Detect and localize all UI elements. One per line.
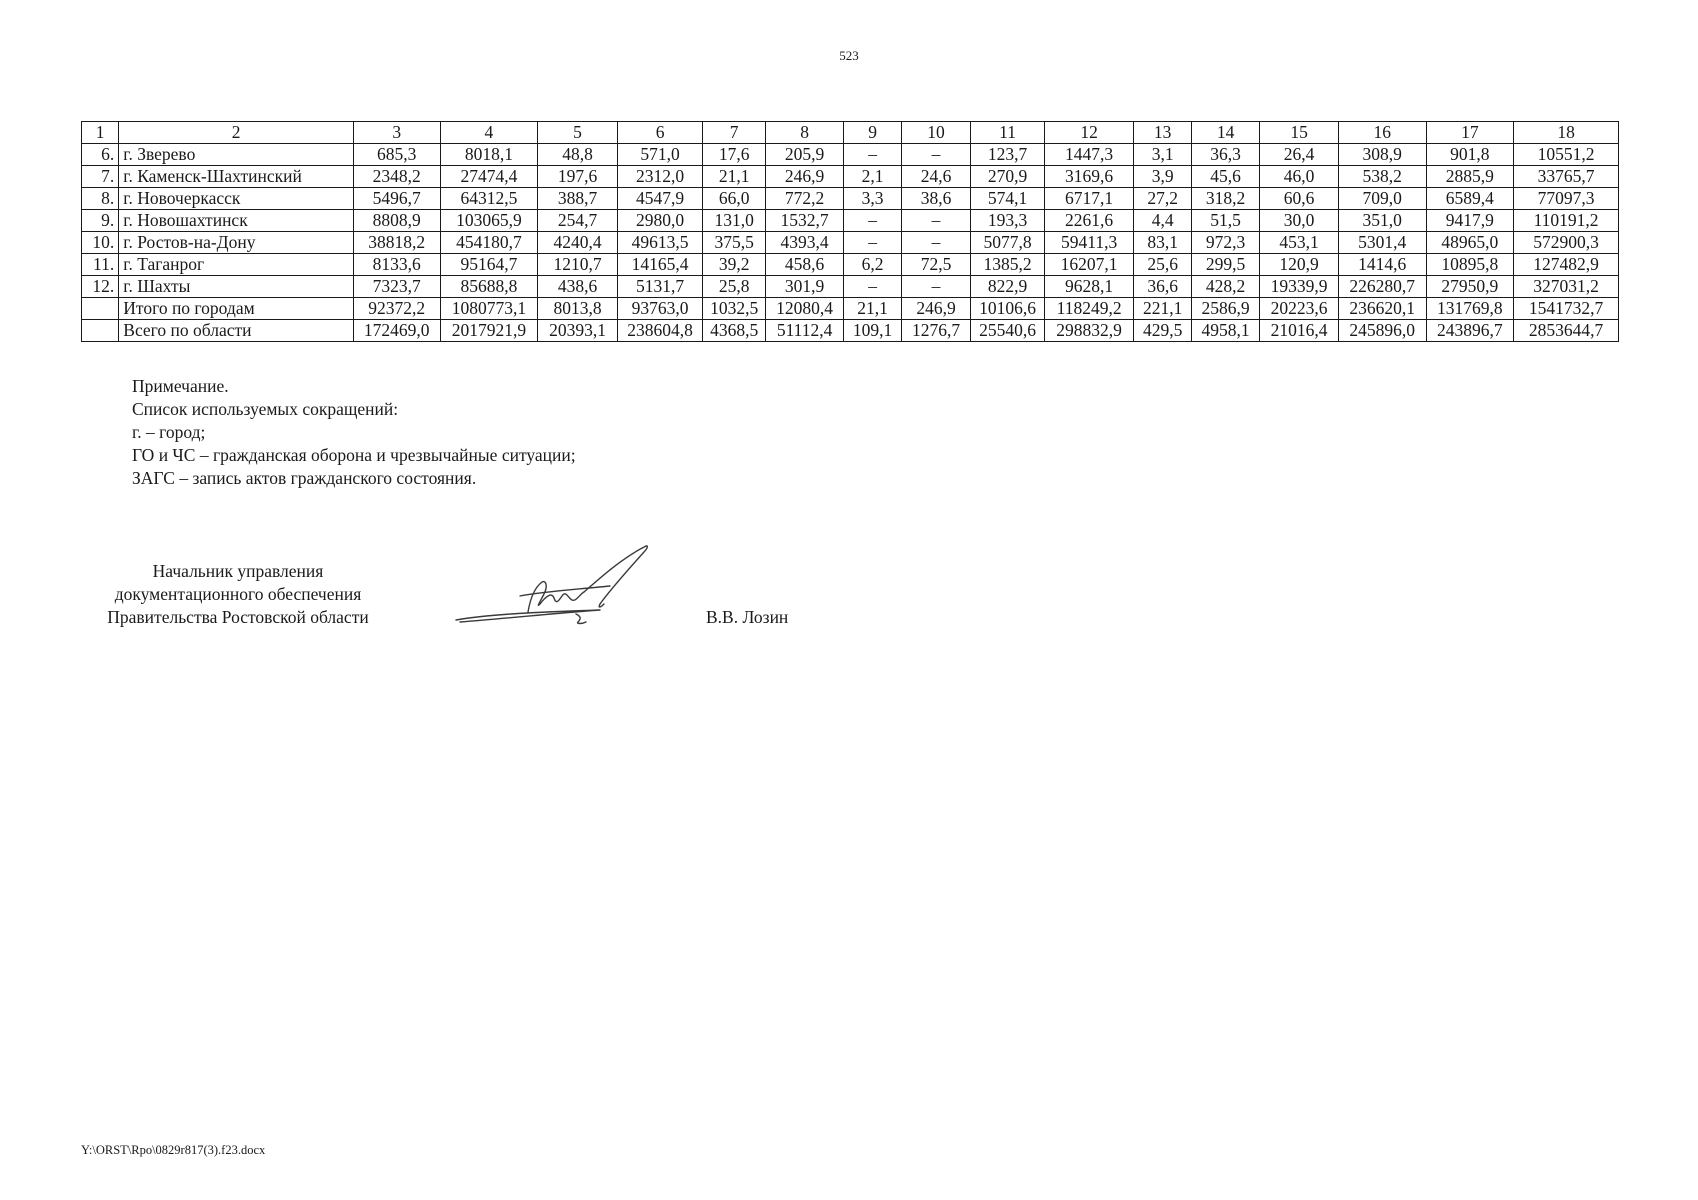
value-cell: 46,0 xyxy=(1260,166,1339,188)
value-cell: 25,8 xyxy=(703,276,765,298)
column-header: 12 xyxy=(1044,122,1134,144)
table-header-row xyxy=(82,122,1619,144)
city-name-cell: г. Зверево xyxy=(119,144,354,166)
value-cell: 10895,8 xyxy=(1426,254,1514,276)
value-cell: 26,4 xyxy=(1260,144,1339,166)
value-cell: 388,7 xyxy=(538,188,618,210)
value-cell: – xyxy=(901,210,970,232)
value-cell: 25,6 xyxy=(1134,254,1191,276)
notes-subtitle: Список используемых сокращений: xyxy=(132,399,399,419)
value-cell: 127482,9 xyxy=(1514,254,1619,276)
value-cell: 4240,4 xyxy=(538,232,618,254)
column-header: 10 xyxy=(901,122,970,144)
value-cell: 4547,9 xyxy=(617,188,703,210)
value-cell: – xyxy=(844,144,901,166)
value-cell: 12080,4 xyxy=(765,298,844,320)
city-name-cell: г. Новошахтинск xyxy=(119,210,354,232)
value-cell: 572900,3 xyxy=(1514,232,1619,254)
value-cell: 21,1 xyxy=(703,166,765,188)
row-number-cell: 12. xyxy=(82,276,119,298)
value-cell: 2312,0 xyxy=(617,166,703,188)
value-cell: 2261,6 xyxy=(1044,210,1134,232)
value-cell: 21016,4 xyxy=(1260,320,1339,342)
value-cell: 38,6 xyxy=(901,188,970,210)
value-cell: 574,1 xyxy=(971,188,1045,210)
city-name-cell: г. Шахты xyxy=(119,276,354,298)
value-cell: 4368,5 xyxy=(703,320,765,342)
column-header: 17 xyxy=(1426,122,1514,144)
value-cell: 375,5 xyxy=(703,232,765,254)
value-cell: – xyxy=(844,232,901,254)
value-cell: 972,3 xyxy=(1191,232,1259,254)
city-name-cell: г. Каменск-Шахтинский xyxy=(119,166,354,188)
value-cell: 6,2 xyxy=(844,254,901,276)
data-table xyxy=(81,121,1619,342)
value-cell: 64312,5 xyxy=(440,188,538,210)
value-cell: 254,7 xyxy=(538,210,618,232)
signer-position-line: документационного обеспечения xyxy=(114,584,362,604)
value-cell: 10106,6 xyxy=(971,298,1045,320)
value-cell: 2885,9 xyxy=(1426,166,1514,188)
value-cell: 298832,9 xyxy=(1044,320,1134,342)
value-cell: 131769,8 xyxy=(1426,298,1514,320)
value-cell: 2853644,7 xyxy=(1514,320,1619,342)
value-cell: 60,6 xyxy=(1260,188,1339,210)
value-cell: 24,6 xyxy=(901,166,970,188)
column-header: 8 xyxy=(765,122,844,144)
value-cell: 2017921,9 xyxy=(440,320,538,342)
value-cell: 103065,9 xyxy=(440,210,538,232)
value-cell: 51112,4 xyxy=(765,320,844,342)
value-cell: 172469,0 xyxy=(353,320,440,342)
value-cell: 2980,0 xyxy=(617,210,703,232)
value-cell: 93763,0 xyxy=(617,298,703,320)
value-cell: 77097,3 xyxy=(1514,188,1619,210)
table-row xyxy=(82,188,1619,210)
value-cell: 246,9 xyxy=(765,166,844,188)
value-cell: 709,0 xyxy=(1338,188,1426,210)
value-cell: 3169,6 xyxy=(1044,166,1134,188)
value-cell: 1276,7 xyxy=(901,320,970,342)
value-cell: 1210,7 xyxy=(538,254,618,276)
value-cell: 205,9 xyxy=(765,144,844,166)
column-header: 13 xyxy=(1134,122,1191,144)
value-cell: 822,9 xyxy=(971,276,1045,298)
value-cell: 5077,8 xyxy=(971,232,1045,254)
column-header: 11 xyxy=(971,122,1045,144)
value-cell: 351,0 xyxy=(1338,210,1426,232)
column-header: 15 xyxy=(1260,122,1339,144)
value-cell: 120,9 xyxy=(1260,254,1339,276)
value-cell: 8018,1 xyxy=(440,144,538,166)
table-row xyxy=(82,166,1619,188)
value-cell: 438,6 xyxy=(538,276,618,298)
value-cell: 27,2 xyxy=(1134,188,1191,210)
value-cell: 538,2 xyxy=(1338,166,1426,188)
value-cell: 48,8 xyxy=(538,144,618,166)
value-cell: 221,1 xyxy=(1134,298,1191,320)
value-cell: 327031,2 xyxy=(1514,276,1619,298)
column-header: 18 xyxy=(1514,122,1619,144)
handwritten-signature xyxy=(450,542,660,628)
value-cell: 109,1 xyxy=(844,320,901,342)
value-cell: 36,6 xyxy=(1134,276,1191,298)
value-cell: 10551,2 xyxy=(1514,144,1619,166)
value-cell: 45,6 xyxy=(1191,166,1259,188)
value-cell: 5301,4 xyxy=(1338,232,1426,254)
value-cell: 33765,7 xyxy=(1514,166,1619,188)
value-cell: 6589,4 xyxy=(1426,188,1514,210)
value-cell: – xyxy=(844,210,901,232)
value-cell: 3,3 xyxy=(844,188,901,210)
note-item: ЗАГС – запись актов гражданского состояния. xyxy=(132,468,477,488)
value-cell: 197,6 xyxy=(538,166,618,188)
value-cell: 453,1 xyxy=(1260,232,1339,254)
table-body xyxy=(82,122,1619,342)
value-cell: 7323,7 xyxy=(353,276,440,298)
value-cell: 123,7 xyxy=(971,144,1045,166)
row-number-cell: 6. xyxy=(82,144,119,166)
column-header: 1 xyxy=(82,122,119,144)
value-cell: 2586,9 xyxy=(1191,298,1259,320)
value-cell: 429,5 xyxy=(1134,320,1191,342)
value-cell: 21,1 xyxy=(844,298,901,320)
value-cell: 2,1 xyxy=(844,166,901,188)
value-cell: 236620,1 xyxy=(1338,298,1426,320)
value-cell: 59411,3 xyxy=(1044,232,1134,254)
value-cell: 39,2 xyxy=(703,254,765,276)
table-row xyxy=(82,320,1619,342)
value-cell: 85688,8 xyxy=(440,276,538,298)
city-name-cell: г. Ростов-на-Дону xyxy=(119,232,354,254)
value-cell: 14165,4 xyxy=(617,254,703,276)
value-cell: 243896,7 xyxy=(1426,320,1514,342)
value-cell: 4,4 xyxy=(1134,210,1191,232)
file-path: Y:\ORST\Rpo\0829r817(3).f23.docx xyxy=(81,1143,266,1157)
value-cell: 3,9 xyxy=(1134,166,1191,188)
value-cell: 1532,7 xyxy=(765,210,844,232)
value-cell: 245896,0 xyxy=(1338,320,1426,342)
column-header: 9 xyxy=(844,122,901,144)
column-header: 3 xyxy=(353,122,440,144)
value-cell: 72,5 xyxy=(901,254,970,276)
value-cell: – xyxy=(844,276,901,298)
value-cell: – xyxy=(901,144,970,166)
city-name-cell: Всего по области xyxy=(119,320,354,342)
table-row xyxy=(82,144,1619,166)
value-cell: 301,9 xyxy=(765,276,844,298)
value-cell: 246,9 xyxy=(901,298,970,320)
value-cell: 131,0 xyxy=(703,210,765,232)
value-cell: 8013,8 xyxy=(538,298,618,320)
note-item: г. – город; xyxy=(132,422,206,442)
value-cell: 238604,8 xyxy=(617,320,703,342)
value-cell: 118249,2 xyxy=(1044,298,1134,320)
column-header: 7 xyxy=(703,122,765,144)
value-cell: 16207,1 xyxy=(1044,254,1134,276)
value-cell: 9628,1 xyxy=(1044,276,1134,298)
value-cell: 318,2 xyxy=(1191,188,1259,210)
value-cell: 25540,6 xyxy=(971,320,1045,342)
value-cell: 5496,7 xyxy=(353,188,440,210)
table-row xyxy=(82,254,1619,276)
value-cell: 6717,1 xyxy=(1044,188,1134,210)
value-cell: 30,0 xyxy=(1260,210,1339,232)
value-cell: 9417,9 xyxy=(1426,210,1514,232)
city-name-cell: Итого по городам xyxy=(119,298,354,320)
value-cell: 901,8 xyxy=(1426,144,1514,166)
value-cell: 308,9 xyxy=(1338,144,1426,166)
value-cell: 3,1 xyxy=(1134,144,1191,166)
note-item: ГО и ЧС – гражданская оборона и чрезвычайные ситуации; xyxy=(132,445,576,465)
value-cell: 4393,4 xyxy=(765,232,844,254)
value-cell: 19339,9 xyxy=(1260,276,1339,298)
table-row xyxy=(82,276,1619,298)
notes-section xyxy=(132,375,576,490)
table-row xyxy=(82,298,1619,320)
value-cell: 571,0 xyxy=(617,144,703,166)
signer-position xyxy=(78,560,398,629)
value-cell: 48965,0 xyxy=(1426,232,1514,254)
column-header: 2 xyxy=(119,122,354,144)
value-cell: 92372,2 xyxy=(353,298,440,320)
row-number-cell: 11. xyxy=(82,254,119,276)
value-cell: 95164,7 xyxy=(440,254,538,276)
value-cell: 1032,5 xyxy=(703,298,765,320)
value-cell: 20393,1 xyxy=(538,320,618,342)
value-cell: 8133,6 xyxy=(353,254,440,276)
row-number-cell: 7. xyxy=(82,166,119,188)
value-cell: 20223,6 xyxy=(1260,298,1339,320)
row-number-cell xyxy=(82,320,119,342)
value-cell: 685,3 xyxy=(353,144,440,166)
table-row xyxy=(82,210,1619,232)
value-cell: 458,6 xyxy=(765,254,844,276)
column-header: 14 xyxy=(1191,122,1259,144)
value-cell: 1414,6 xyxy=(1338,254,1426,276)
column-header: 16 xyxy=(1338,122,1426,144)
value-cell: 772,2 xyxy=(765,188,844,210)
value-cell: 110191,2 xyxy=(1514,210,1619,232)
signer-name: В.В. Лозин xyxy=(706,607,789,627)
notes-title: Примечание. xyxy=(132,376,229,396)
signer-position-line: Правительства Ростовской области xyxy=(107,607,369,627)
city-name-cell: г. Новочеркасск xyxy=(119,188,354,210)
value-cell: 17,6 xyxy=(703,144,765,166)
value-cell: 5131,7 xyxy=(617,276,703,298)
value-cell: 4958,1 xyxy=(1191,320,1259,342)
value-cell: 1447,3 xyxy=(1044,144,1134,166)
value-cell: 193,3 xyxy=(971,210,1045,232)
row-number-cell: 9. xyxy=(82,210,119,232)
value-cell: – xyxy=(901,276,970,298)
value-cell: 226280,7 xyxy=(1338,276,1426,298)
value-cell: 49613,5 xyxy=(617,232,703,254)
table-row xyxy=(82,232,1619,254)
value-cell: 8808,9 xyxy=(353,210,440,232)
value-cell: 27950,9 xyxy=(1426,276,1514,298)
value-cell: 270,9 xyxy=(971,166,1045,188)
value-cell: 454180,7 xyxy=(440,232,538,254)
column-header: 4 xyxy=(440,122,538,144)
signer-position-line: Начальник управления xyxy=(152,561,324,581)
value-cell: 1541732,7 xyxy=(1514,298,1619,320)
city-name-cell: г. Таганрог xyxy=(119,254,354,276)
row-number-cell: 8. xyxy=(82,188,119,210)
value-cell: 83,1 xyxy=(1134,232,1191,254)
column-header: 6 xyxy=(617,122,703,144)
row-number-cell xyxy=(82,298,119,320)
row-number-cell: 10. xyxy=(82,232,119,254)
value-cell: 428,2 xyxy=(1191,276,1259,298)
value-cell: 27474,4 xyxy=(440,166,538,188)
page-number: 523 xyxy=(839,48,859,63)
column-header: 5 xyxy=(538,122,618,144)
value-cell: 66,0 xyxy=(703,188,765,210)
value-cell: 38818,2 xyxy=(353,232,440,254)
value-cell: 51,5 xyxy=(1191,210,1259,232)
value-cell: 1385,2 xyxy=(971,254,1045,276)
value-cell: – xyxy=(901,232,970,254)
value-cell: 299,5 xyxy=(1191,254,1259,276)
value-cell: 2348,2 xyxy=(353,166,440,188)
value-cell: 36,3 xyxy=(1191,144,1259,166)
value-cell: 1080773,1 xyxy=(440,298,538,320)
